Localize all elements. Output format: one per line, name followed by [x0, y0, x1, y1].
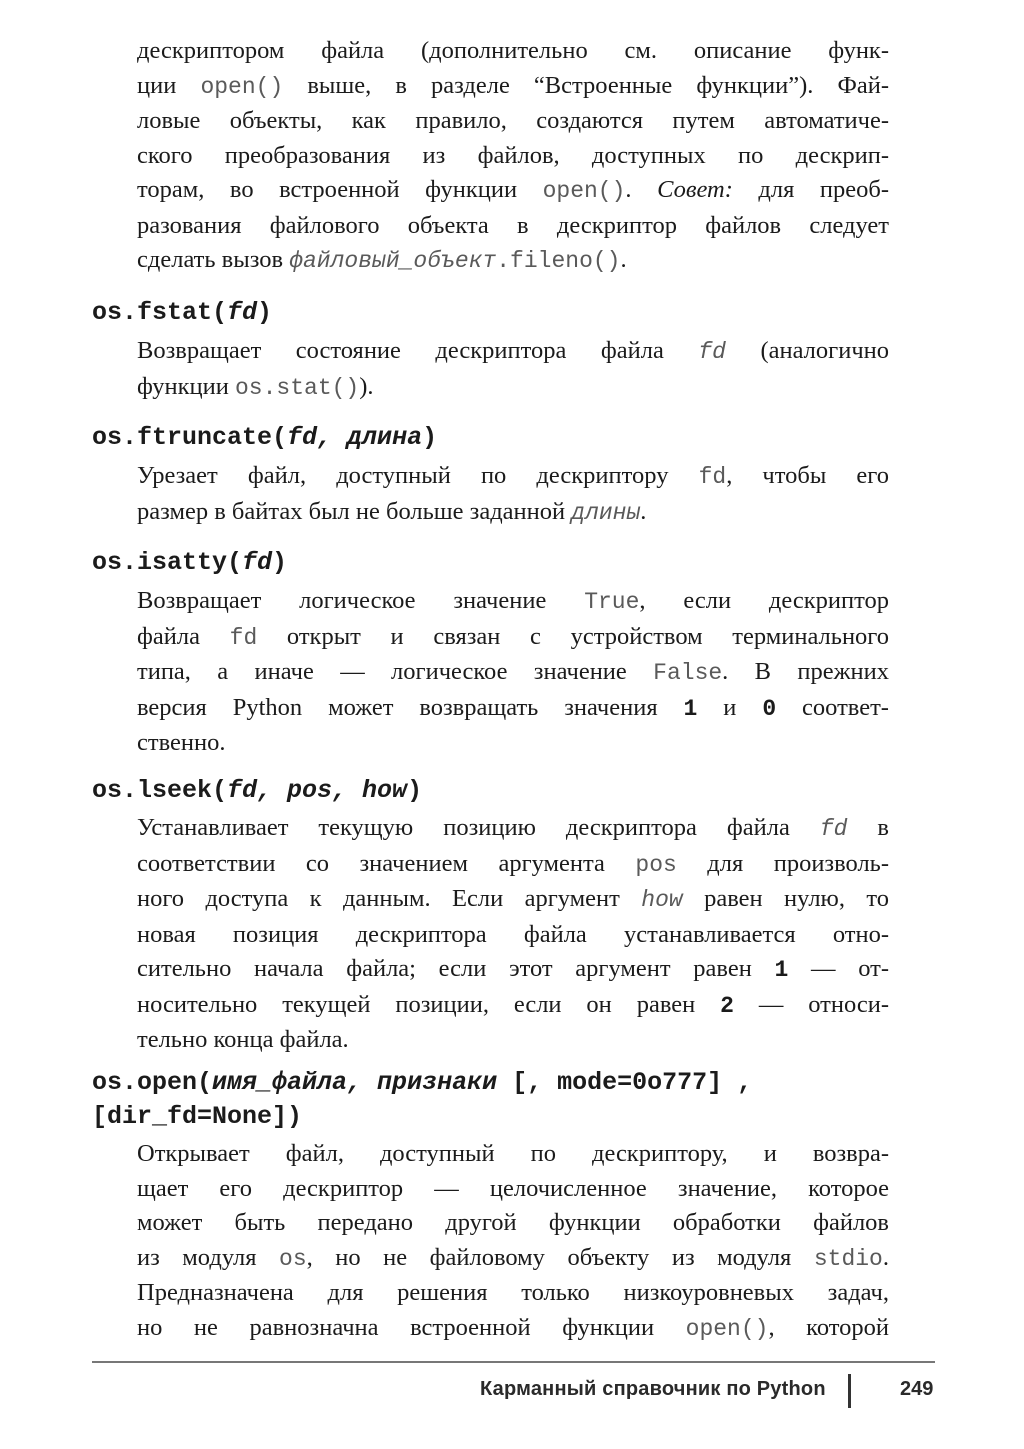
- text-line: из модуля os, но не файловому объекту из модуля stdio.: [137, 1243, 889, 1272]
- text-line: сделать вызов файловый_объект.fileno().: [137, 246, 627, 274]
- text-line: может быть передано другой функции обработки файлов: [137, 1209, 889, 1236]
- function-heading-open: os.open(имя_файла, признаки [, mode=0o777] ,: [92, 1068, 753, 1097]
- text-line: функции os.stat()).: [137, 372, 374, 401]
- text-line: ского преобразования из файлов, доступных по дескрип-: [137, 141, 889, 169]
- text-line: Устанавливает текущую позицию дескриптора файла fd в: [137, 814, 890, 842]
- text-line: файла fd открыт и связан с устройством терминального: [137, 622, 889, 651]
- lseek-description: [137, 811, 889, 1058]
- text-line: сительно начала файла; если этот аргумент равен 1 — от-: [137, 955, 890, 983]
- open-description: [137, 1137, 889, 1346]
- text-line: щает его дескриптор — целочисленное значение, которое: [137, 1174, 889, 1202]
- footer-rule: [92, 1361, 935, 1363]
- text-line: ции open() выше, в разделе “Встроенные функции”). Фай-: [137, 71, 889, 100]
- text-line: Предназначена для решения только низкоуровневых задач,: [137, 1279, 889, 1306]
- function-heading-lseek: os.lseek(fd, pos, how): [92, 776, 423, 805]
- text-line: типа, а иначе — логическое значение False. В прежних: [137, 658, 889, 686]
- text-line: Возвращает состояние дескриптора файла fd (аналогично: [137, 337, 890, 365]
- text-line: разования файлового объекта в дескриптор файлов следует: [137, 211, 889, 239]
- text-line: Возвращает логическое значение True, если дескриптор: [137, 587, 889, 615]
- text-line: Урезает файл, доступный по дескриптору fd, чтобы его: [137, 462, 889, 490]
- function-heading-fstat: os.fstat(fd): [92, 298, 273, 327]
- text-line: новая позиция дескриптора файла устанавливается отно-: [137, 920, 889, 948]
- text-line: ного доступа к данным. Если аргумент how равен нулю, то: [137, 885, 889, 913]
- function-heading-ftruncate: os.ftruncate(fd, длина): [92, 423, 438, 452]
- text-line: ловые объекты, как правило, создаются путем автоматиче-: [137, 107, 889, 134]
- text-line: торам, во встроенной функции open(). Совет: для преоб-: [137, 176, 890, 204]
- text-line: носительно текущей позиции, если он равен 2 — относи-: [137, 990, 889, 1019]
- text-line: но не равнозначна встроенной функции open(), которой: [137, 1313, 889, 1342]
- text-line: версия Python может возвращать значения 1 и 0 соответ-: [137, 693, 889, 722]
- text-line: ственно.: [137, 729, 226, 756]
- function-heading-isatty: os.isatty(fd): [92, 548, 288, 577]
- text-line: размер в байтах был не больше заданной длины.: [137, 497, 647, 526]
- footer-book-title: Карманный справочник по Python: [480, 1378, 826, 1400]
- text-line: дескриптором файла (дополнительно см. описание функ-: [137, 37, 889, 64]
- isatty-description: [137, 584, 889, 761]
- page-number: 249: [900, 1378, 934, 1400]
- ftruncate-description: [137, 459, 889, 530]
- intro-paragraph: [137, 34, 889, 279]
- function-heading-open-cont: [dir_fd=None]): [92, 1102, 303, 1131]
- text-line: соответствии со значением аргумента pos для произволь-: [137, 849, 889, 878]
- footer-divider: [848, 1374, 851, 1408]
- text-line: Открывает файл, доступный по дескриптору, и возвра-: [137, 1140, 889, 1167]
- text-line: тельно конца файла.: [137, 1026, 349, 1053]
- fstat-description: [137, 334, 889, 405]
